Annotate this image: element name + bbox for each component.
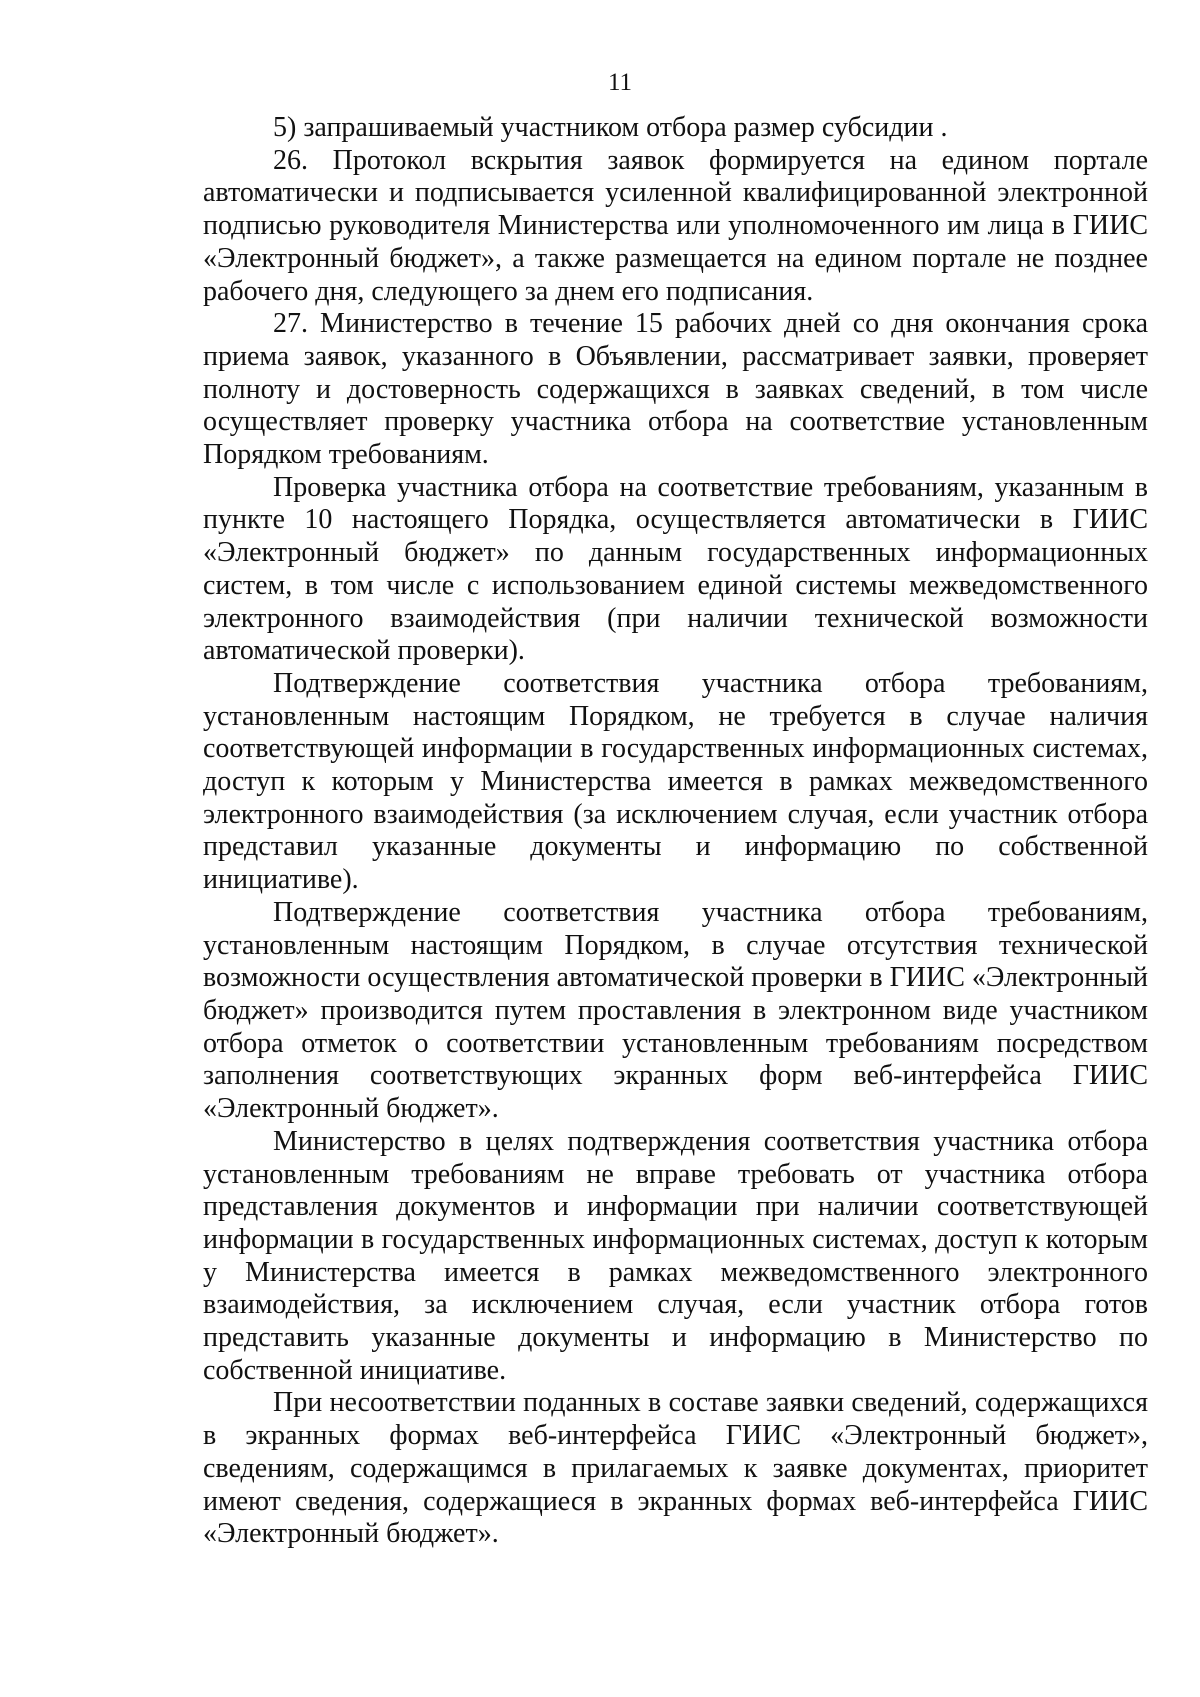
ministry-restriction-paragraph: Министерство в целях подтверждения соответствия участника отбора установленным требованиям не вправе требовать от участника отбора представления документов и информации при наличии соответствующей информации в государственных информационных системах, доступ к которым у Министерства имеется в рамках межведомственного электронного взаимодействия, за исключением случая, если участник отбора готов представить указанные документы и информацию в Министерство по собственной инициативе. — [203, 1125, 1148, 1386]
automatic-check-paragraph: Проверка участника отбора на соответствие требованиям, указанным в пункте 10 настоящего Порядка, осуществляется автоматически в ГИИС «Электронный бюджет» по данным государственных информационных систем, в том числе с использованием единой системы межведомственного электронного взаимодействия (при наличии технической возможности автоматической проверки). — [203, 471, 1148, 667]
confirmation-not-required-paragraph: Подтверждение соответствия участника отбора требованиям, установленным настоящим Порядком, не требуется в случае наличия соответствующей информации в государственных информационных системах, доступ к которым у Министерства имеется в рамках межведомственного электронного взаимодействия (за исключением случая, если участник отбора представил указанные документы и информацию по собственной инициативе). — [203, 667, 1148, 896]
list-item-5: 5) запрашиваемый участником отбора размер субсидии . — [273, 112, 948, 143]
manual-confirmation-paragraph: Подтверждение соответствия участника отбора требованиям, установленным настоящим Порядком, в случае отсутствия технической возможности осуществления автоматической проверки в ГИИС «Электронный бюджет» производится путем проставления в электронном виде участником отбора отметок о соответствии установленным требованиям посредством заполнения соответствующих экранных форм веб-интерфейса ГИИС «Электронный бюджет». — [203, 896, 1148, 1125]
clause-27-paragraph: 27. Министерство в течение 15 рабочих дней со дня окончания срока приема заявок, указанного в Объявлении, рассматривает заявки, проверяет полноту и достоверность содержащихся в заявках сведений, в том числе осуществляет проверку участника отбора на соответствие установленным Порядком требованиям. — [203, 308, 1148, 471]
document-body — [203, 112, 1148, 1551]
priority-of-screen-forms-paragraph: При несоответствии поданных в составе заявки сведений, содержащихся в экранных формах веб-интерфейса ГИИС «Электронный бюджет», сведениям, содержащимся в прилагаемых к заявке документах, приоритет имеют сведения, содержащиеся в экранных формах веб-интерфейса ГИИС «Электронный бюджет». — [203, 1387, 1148, 1550]
page-number: 11 — [607, 69, 633, 96]
clause-26-paragraph: 26. Протокол вскрытия заявок формируется на едином портале автоматически и подписывается усиленной квалифицированной электронной подписью руководителя Министерства или уполномоченного им лица в ГИИС «Электронный бюджет», а также размещается на едином портале не позднее рабочего дня, следующего за днем его подписания. — [203, 144, 1148, 307]
